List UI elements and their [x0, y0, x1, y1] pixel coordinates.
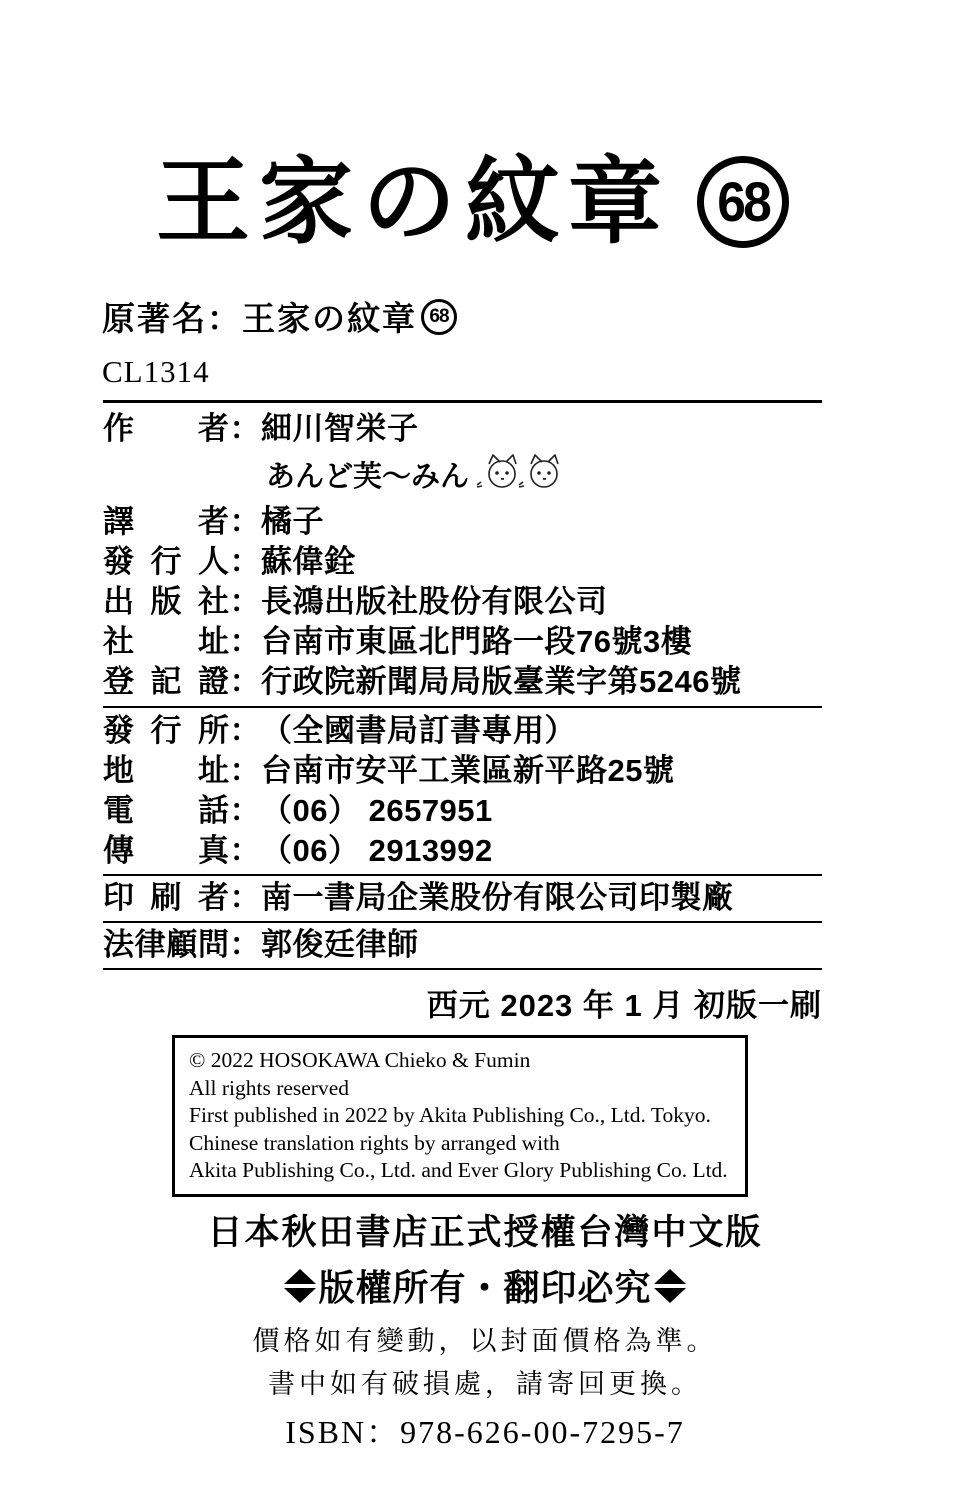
copyright-line: © 2022 HOSOKAWA Chieko & Fumin [189, 1048, 531, 1072]
isbn-line: ISBN：978-626-00-7295-7 [285, 1414, 685, 1450]
product-code: CL1314 [102, 354, 210, 390]
field-value: 長鴻出版社股份有限公司 [261, 584, 608, 620]
rights-line [135, 1260, 835, 1311]
row-distributor [103, 711, 822, 751]
diamond-icon [284, 1269, 316, 1303]
copyright-line: Chinese translation rights by arranged with [189, 1130, 560, 1155]
field-label: 地 址 [103, 753, 229, 789]
field-value: 台南市東區北門路一段76號3樓 [261, 624, 693, 660]
field-colon: ： [229, 584, 261, 620]
field-colon: ： [229, 753, 261, 789]
original-volume-badge [421, 299, 457, 335]
row-company-address [103, 622, 822, 662]
copyright-box [172, 1035, 748, 1197]
row-publisher-person [103, 542, 822, 582]
footer-block [135, 1205, 835, 1453]
field-value: （06） 2913992 [261, 833, 493, 869]
row-author-subline [266, 449, 822, 502]
field-value: 台南市安平工業區新平路25號 [261, 753, 675, 789]
field-value: （全國書局訂書專用） [261, 713, 576, 749]
row-printer [103, 878, 822, 923]
field-value: 橘子 [261, 504, 324, 540]
field-label: 電 話 [103, 793, 229, 829]
field-colon: ： [229, 411, 261, 447]
field-label: 發 行 人 [103, 544, 229, 580]
row-registration [103, 662, 822, 708]
field-value: 細川智栄子 [261, 411, 419, 447]
row-legal-advisor [103, 925, 822, 970]
original-title-label: 原著名：王家の紋章 [102, 300, 417, 338]
row-publishing-company [103, 582, 822, 622]
book-title: 王家の紋章 [156, 149, 672, 254]
field-colon: ： [229, 544, 261, 580]
row-distributor-address [103, 751, 822, 791]
field-label: 登 記 證 [103, 664, 229, 700]
row-fax [103, 831, 822, 876]
field-label: 傳 真 [103, 833, 229, 869]
license-line: 日本秋田書店正式授權台灣中文版 [207, 1213, 763, 1252]
field-colon: ： [229, 927, 261, 963]
copyright-line: Akita Publishing Co., Ltd. and Ever Glory Publishing Co. Ltd. [189, 1158, 728, 1182]
damage-notice: 書中如有破損處，請寄回更換。 [268, 1369, 702, 1399]
original-title-row [102, 293, 962, 340]
book-title-row [156, 150, 962, 253]
field-colon: ： [229, 624, 261, 660]
volume-number: 68 [717, 170, 769, 234]
field-colon: ： [229, 504, 261, 540]
price-notice: 價格如有變動，以封面價格為準。 [252, 1326, 718, 1356]
field-colon: ： [229, 713, 261, 749]
colophon-table [103, 400, 822, 970]
cat-doodles-icon [475, 452, 559, 500]
author-subline-text: あんど芙〜みん [266, 460, 470, 493]
field-label: 發 行 所 [103, 713, 229, 749]
field-value: 南一書局企業股份有限公司印製廠 [261, 880, 734, 916]
original-volume-number: 68 [429, 305, 449, 327]
field-label: 譯 者 [103, 504, 229, 540]
diamond-icon [654, 1269, 686, 1303]
field-label: 社 址 [103, 624, 229, 660]
row-telephone [103, 791, 822, 831]
field-value: 郭俊廷律師 [261, 927, 419, 963]
field-label: 出 版 社 [103, 584, 229, 620]
copyright-line: First published in 2022 by Akita Publishing Co., Ltd. Tokyo. [189, 1103, 711, 1127]
field-label: 作 者 [103, 411, 229, 447]
field-value: 蘇偉銓 [261, 544, 356, 580]
field-colon: ： [229, 880, 261, 916]
field-colon: ： [229, 664, 261, 700]
field-value: 行政院新聞局局版臺業字第5246號 [261, 664, 742, 700]
field-label: 法 律 顧 問 [103, 927, 229, 963]
field-colon: ： [229, 833, 261, 869]
field-value: （06） 2657951 [261, 793, 493, 829]
field-label: 印 刷 者 [103, 880, 229, 916]
rights-text: 版權所有・翻印必究 [318, 1267, 652, 1308]
copyright-line: All rights reserved [189, 1075, 350, 1100]
field-colon: ： [229, 793, 261, 829]
row-translator [103, 502, 822, 542]
edition-date: 西元 2023 年 1 月 初版一刷 [426, 988, 822, 1024]
row-author [103, 409, 822, 449]
volume-badge [697, 156, 789, 248]
